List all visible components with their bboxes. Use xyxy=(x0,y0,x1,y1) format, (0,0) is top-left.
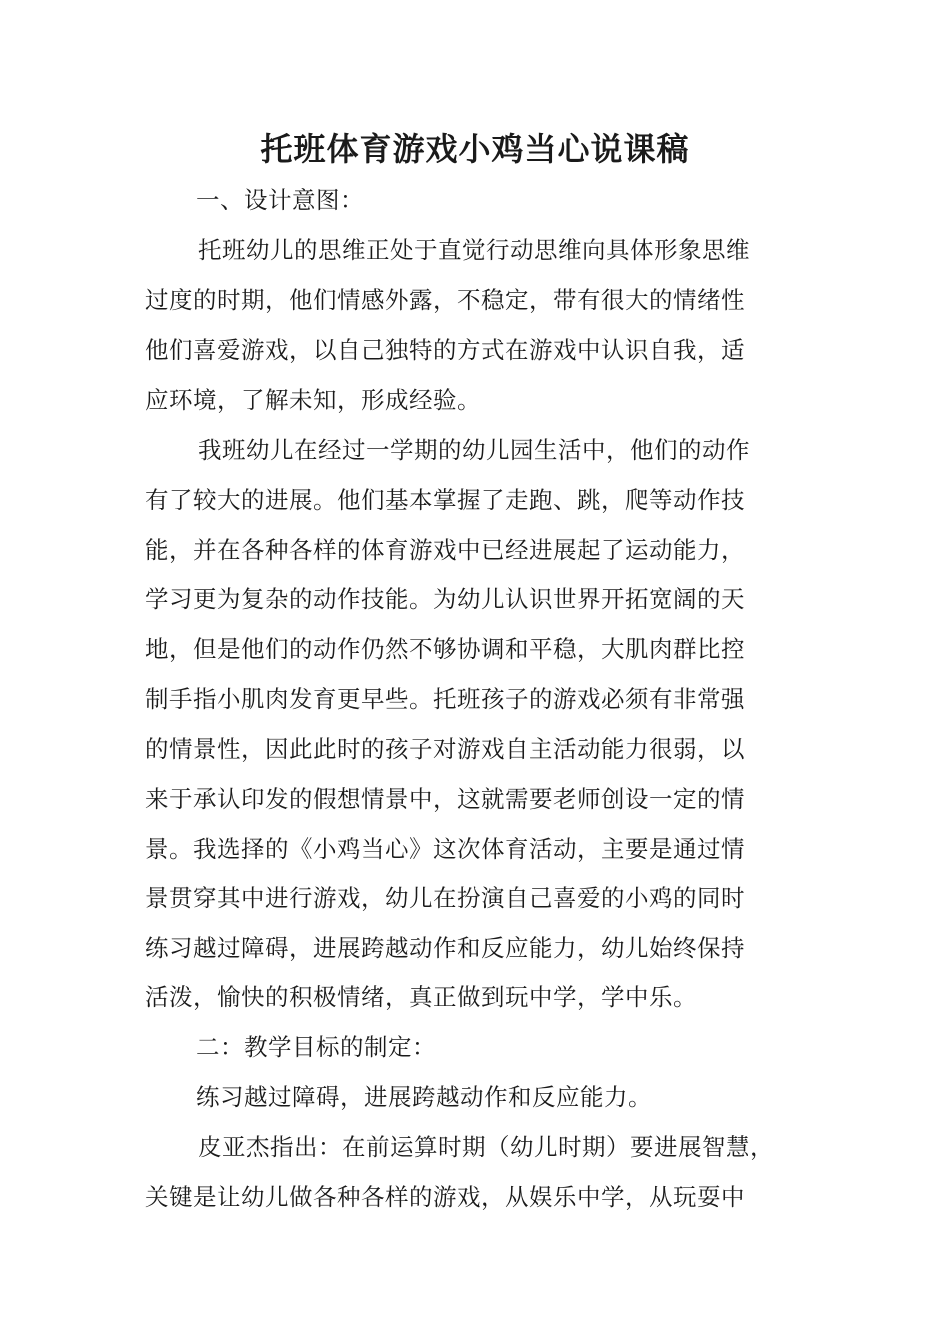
section-heading-teaching-goals: 二：教学目标的制定： xyxy=(196,1033,436,1061)
document-title: 托班体育游戏小鸡当心说课稿 xyxy=(260,130,690,168)
paragraph-line: 他们喜爱游戏，以自己独特的方式在游戏中认识自我，适 xyxy=(145,336,745,364)
paragraph-line: 过度的时期，他们情感外露，不稳定，带有很大的情绪性 xyxy=(145,286,745,314)
paragraph-line: 我班幼儿在经过一学期的幼儿园生活中，他们的动作 xyxy=(198,436,750,464)
paragraph-line: 景贯穿其中进行游戏，幼儿在扮演自己喜爱的小鸡的同时 xyxy=(145,884,745,912)
paragraph-line: 练习越过障碍，进展跨越动作和反应能力，幼儿始终保持 xyxy=(145,934,745,962)
paragraph-line: 皮亚杰指出：在前运算时期（幼儿时期）要进展智慧， xyxy=(198,1133,774,1161)
paragraph-line: 能，并在各种各样的体育游戏中已经进展起了运动能力， xyxy=(145,536,745,564)
paragraph-line: 关键是让幼儿做各种各样的游戏，从娱乐中学，从玩耍中 xyxy=(145,1183,745,1211)
paragraph-line: 来于承认印发的假想情景中，这就需要老师创设一定的情 xyxy=(145,785,745,813)
paragraph-line: 景。我选择的《小鸡当心》这次体育活动，主要是通过情 xyxy=(145,835,745,863)
paragraph-line: 制手指小肌肉发育更早些。托班孩子的游戏必须有非常强 xyxy=(145,685,745,713)
paragraph-line: 学习更为复杂的动作技能。为幼儿认识世界开拓宽阔的天 xyxy=(145,585,745,613)
paragraph-line: 地，但是他们的动作仍然不够协调和平稳，大肌肉群比控 xyxy=(145,635,745,663)
paragraph-line: 练习越过障碍，进展跨越动作和反应能力。 xyxy=(196,1083,652,1111)
paragraph-line: 托班幼儿的思维正处于直觉行动思维向具体形象思维 xyxy=(198,236,750,264)
paragraph-line: 应环境，了解未知，形成经验。 xyxy=(145,386,481,414)
paragraph-line: 的情景性，因此此时的孩子对游戏自主活动能力很弱，以 xyxy=(145,735,745,763)
paragraph-line: 活泼，愉快的积极情绪，真正做到玩中学，学中乐。 xyxy=(145,983,697,1011)
section-heading-design-intent: 一、设计意图： xyxy=(196,186,364,214)
paragraph-line: 有了较大的进展。他们基本掌握了走跑、跳，爬等动作技 xyxy=(145,486,745,514)
